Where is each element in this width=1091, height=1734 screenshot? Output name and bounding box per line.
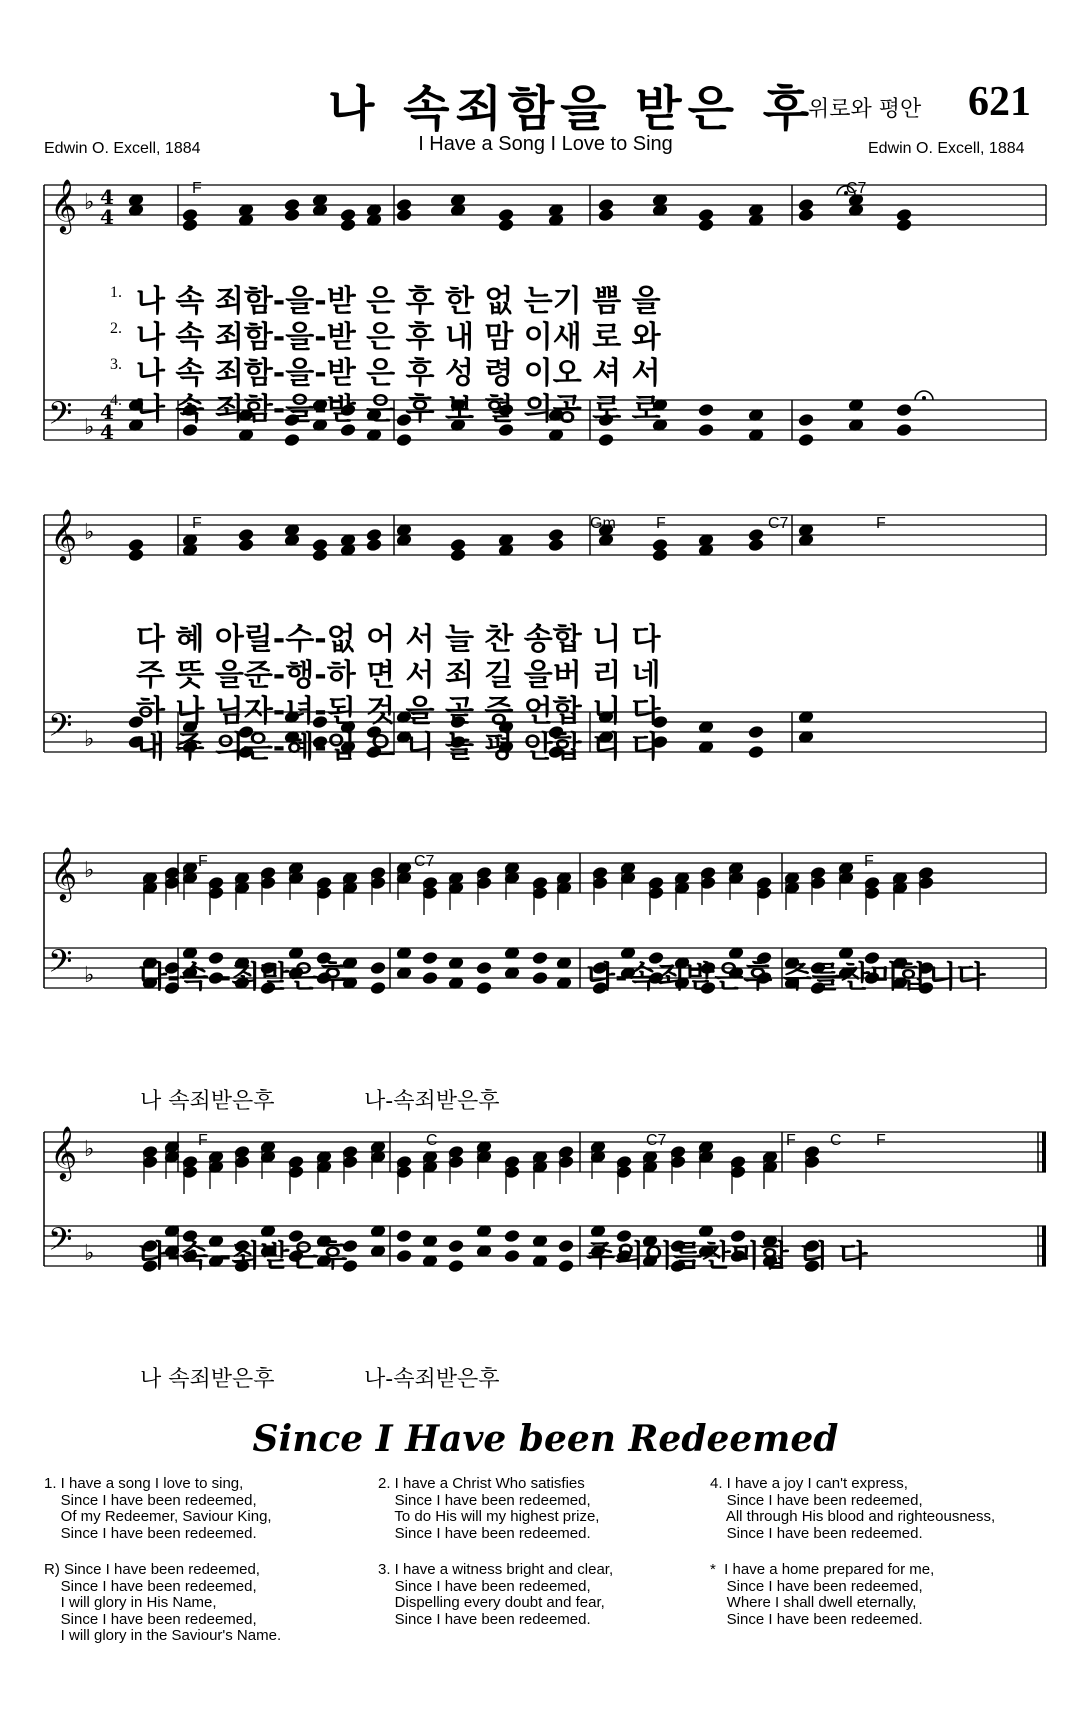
note-head xyxy=(366,538,381,551)
chord-symbol: Gm xyxy=(590,515,616,532)
treble-clef-icon: 𝄞 xyxy=(50,178,78,232)
bass-clef-icon: 𝄢 xyxy=(48,395,73,439)
note-head xyxy=(532,951,547,964)
flat-icon: ♭ xyxy=(84,963,95,988)
flat-icon: ♭ xyxy=(84,1137,95,1162)
note-head xyxy=(548,538,563,551)
flat-icon: ♭ xyxy=(84,727,95,752)
flat-icon: ♭ xyxy=(84,520,95,545)
note-head xyxy=(448,1239,463,1252)
refrain-lyric: 주의이름찬미합 니 다 xyxy=(586,1239,868,1274)
note-head xyxy=(896,423,911,436)
note-head xyxy=(284,208,299,221)
note-head xyxy=(450,548,465,561)
verse-number: 1. xyxy=(110,284,122,301)
note-head xyxy=(284,433,299,446)
chord-symbol: F xyxy=(876,515,886,532)
chord-symbol: C7 xyxy=(846,180,867,197)
english-verse-1: 1. I have a song I love to sing, Since I have been redeemed, Of my Redeemer, Saviour King, Since I have been redeemed. xyxy=(44,1475,272,1542)
lyric-line: 나 속 죄함-을-받 은 후 한 없 는기 쁨 을 xyxy=(136,284,661,319)
bass-lyric: 나 속죄받은후 xyxy=(140,1089,275,1114)
lyric-line: 나 속 죄함-을-받 은 후 성 령 이오 셔 서 xyxy=(136,356,661,391)
note-head xyxy=(448,1259,463,1272)
flat-icon: ♭ xyxy=(84,415,95,440)
note-head xyxy=(698,423,713,436)
chord-symbol: C xyxy=(426,1132,438,1149)
note-head xyxy=(370,981,385,994)
hymn-title: 나 속죄함을 받은 후 xyxy=(328,81,816,137)
bass-lyric: 나-속죄받은후 xyxy=(364,1089,500,1114)
flat-icon: ♭ xyxy=(84,858,95,883)
chord-symbol: F xyxy=(192,180,202,197)
hymn-category: 위로와 평안 xyxy=(808,97,922,122)
english-verse-3: 3. I have a witness bright and clear, Since I have been redeemed, Dispelling every doubt and fear, Since I have been redeemed. xyxy=(378,1561,614,1628)
note-head xyxy=(652,548,667,561)
final-barline xyxy=(1042,1132,1046,1172)
treble-clef-icon: 𝄞 xyxy=(50,1125,78,1179)
chord-symbol: F xyxy=(864,853,874,870)
note-head xyxy=(896,218,911,231)
final-barline xyxy=(1042,1226,1046,1266)
note-head xyxy=(422,951,437,964)
note-head xyxy=(798,208,813,221)
flat-icon: ♭ xyxy=(84,190,95,215)
english-verse-4: 4. I have a joy I can't express, Since I have been redeemed, All through His blood and righteousness, Since I have been redeemed. xyxy=(710,1475,996,1542)
note-head xyxy=(558,1239,573,1252)
note-head xyxy=(312,548,327,561)
english-verse-2: 2. I have a Christ Who satisfies Since I have been redeemed, To do His will my highest prize, Since I have been redeemed. xyxy=(378,1475,600,1542)
chord-symbol: C7 xyxy=(414,853,435,870)
refrain-lyric: 나-속죄받은후 주를찬미합니다 xyxy=(586,960,986,995)
lyricist-credit: Edwin O. Excell, 1884 xyxy=(44,140,201,157)
treble-clef-icon: 𝄞 xyxy=(50,508,78,562)
note-head xyxy=(798,433,813,446)
note-head xyxy=(504,1229,519,1242)
note-head xyxy=(476,981,491,994)
note-head xyxy=(128,548,143,561)
chord-symbol: C xyxy=(830,1132,842,1149)
chord-symbol: F xyxy=(786,1132,796,1149)
lyric-line: 내 주 의은-혜-입 으 니 늘 평 안합 니 다 xyxy=(136,730,661,765)
lyric-line: 나 속 죄함-을-받 은 후 보 혈 의공 로 로 xyxy=(136,392,661,427)
note-head xyxy=(396,1249,411,1262)
time-signature: 4 xyxy=(100,420,114,444)
composer-credit: Edwin O. Excell, 1884 xyxy=(868,140,1025,157)
bass-clef-icon: 𝄢 xyxy=(48,1221,73,1265)
bass-clef-icon: 𝄢 xyxy=(48,707,73,751)
chord-symbol: F xyxy=(656,515,666,532)
chord-symbol: F xyxy=(198,853,208,870)
note-head xyxy=(598,208,613,221)
note-head xyxy=(340,218,355,231)
english-verse-5: * I have a home prepared for me, Since I have been redeemed, Where I shall dwell eternally, Since I have been redeemed. xyxy=(710,1561,935,1628)
note-head xyxy=(896,403,911,416)
note-head xyxy=(422,971,437,984)
english-subtitle: I Have a Song I Love to Sing xyxy=(418,133,673,155)
refrain-lyric: 나-속 -죄받은후 xyxy=(138,960,348,995)
note-head xyxy=(396,433,411,446)
flat-icon: ♭ xyxy=(84,1241,95,1266)
note-head xyxy=(532,971,547,984)
note-head xyxy=(396,1229,411,1242)
chord-symbol: F xyxy=(198,1132,208,1149)
chord-symbol: F xyxy=(192,515,202,532)
chord-symbol: C7 xyxy=(646,1132,667,1149)
verse-number: 2. xyxy=(110,320,122,337)
chord-symbol: F xyxy=(876,1132,886,1149)
note-head xyxy=(504,1249,519,1262)
chord-symbol: C7 xyxy=(768,515,789,532)
note-head xyxy=(370,961,385,974)
lyric-line: 주 뜻 을준-행-하 면 서 죄 길 을버 리 네 xyxy=(136,658,661,693)
english-refrain: R) Since I have been redeemed, Since I have been redeemed, I will glory in His Name, Since I have been redeemed, I will glory in the Saviour's Name. xyxy=(44,1561,282,1644)
lyric-line: 다 혜 아릴-수-없 어 서 늘 찬 송합 니 다 xyxy=(136,622,661,657)
note-head xyxy=(748,725,763,738)
verse-number: 3. xyxy=(110,356,122,373)
note-head xyxy=(182,218,197,231)
verse-number: 4. xyxy=(110,392,122,409)
bass-lyric: 나-속죄받은후 xyxy=(364,1367,500,1392)
lyric-line: 하 나 님자-녀-된 것 을 곧 증 언합 니 다 xyxy=(136,694,661,729)
note-head xyxy=(698,403,713,416)
note-head xyxy=(238,538,253,551)
treble-clef-icon: 𝄞 xyxy=(50,846,78,900)
note-head xyxy=(476,961,491,974)
time-signature: 4 xyxy=(100,205,114,229)
note-head xyxy=(498,218,513,231)
time-signature: 4 xyxy=(100,185,114,209)
note-head xyxy=(698,218,713,231)
time-signature: 4 xyxy=(100,400,114,424)
lyric-line: 나 속 죄함-을-받 은 후 내 맘 이새 로 와 xyxy=(136,320,661,355)
bass-lyric: 나 속죄받은후 xyxy=(140,1367,275,1392)
note-head xyxy=(748,538,763,551)
bass-clef-icon: 𝄢 xyxy=(48,943,73,987)
refrain-lyric: 나-속 -죄받은후 xyxy=(138,1239,348,1274)
hymn-number: 621 xyxy=(968,79,1031,125)
note-head xyxy=(396,208,411,221)
note-head xyxy=(798,413,813,426)
english-title: Since I Have been Redeemed xyxy=(252,1418,839,1460)
note-head xyxy=(598,433,613,446)
fermata-icon xyxy=(922,396,926,400)
note-head xyxy=(558,1259,573,1272)
note-head xyxy=(748,745,763,758)
